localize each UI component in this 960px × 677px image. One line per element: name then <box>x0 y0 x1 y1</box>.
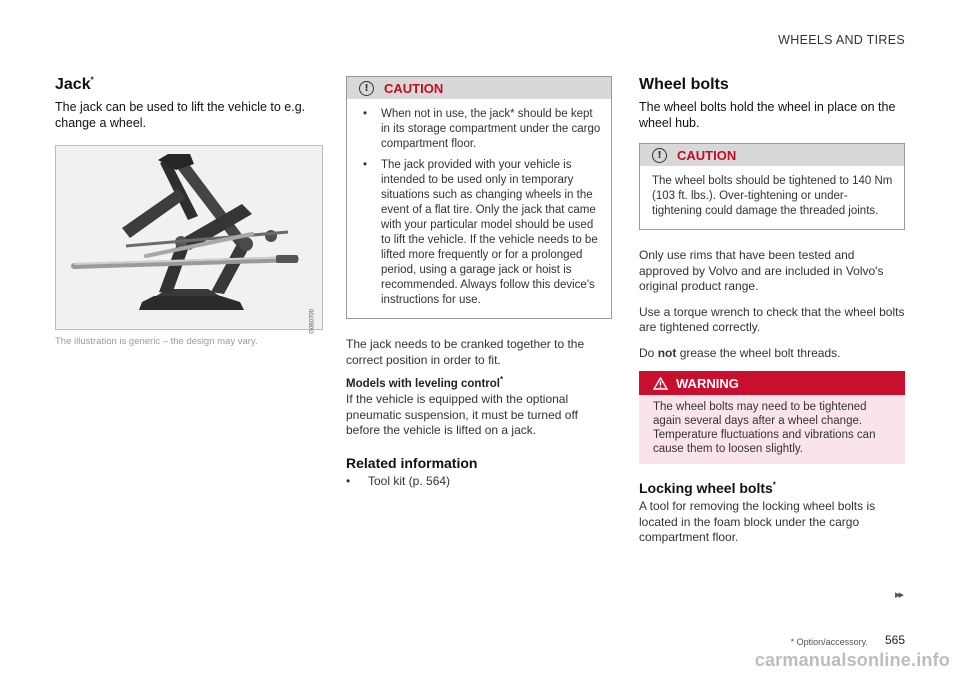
option-accessory-note: * Option/accessory. <box>790 637 868 647</box>
wheel-bolts-intro: The wheel bolts hold the wheel in place on the wheel hub. <box>639 100 896 130</box>
related-link-tool-kit[interactable]: • Tool kit (p. 564) <box>346 473 451 488</box>
wheel-bolts-column <box>639 76 905 556</box>
figure-caption: The illustration is generic – the design may vary. <box>55 336 258 347</box>
jack-heading: Jack* <box>55 75 94 93</box>
caution-exclamation-icon: ! <box>652 148 667 163</box>
leveling-text: If the vehicle is equipped with the optional pneumatic suspension, it must be turned off before the vehicle is lifted on a jack. <box>346 392 578 437</box>
locking-bolts-heading: Locking wheel bolts* <box>639 480 776 496</box>
locking-bolts-text: A tool for removing the locking wheel bolts is located in the foam block under the cargo compartment floor. <box>639 499 876 544</box>
jack-caution-box <box>346 76 612 319</box>
caution-item: • The jack provided with your vehicle is intended to be used only in temporary situations such as changing wheels in the event of a flat tire. Only the jack that came with your particular model should be used to lift the vehicle. If the vehicle needs to be lifted more frequently or for a prolonged period, using a garage jack or hoist is recommended. Always follow this device's instructions for use. <box>363 159 598 306</box>
warning-triangle-icon <box>653 377 668 390</box>
bullet-icon: • <box>363 108 368 120</box>
wheel-bolts-heading: Wheel bolts <box>639 76 729 93</box>
caution-exclamation-icon: ! <box>359 81 374 96</box>
jack-illustration <box>55 145 323 334</box>
section-title: WHEELS AND TIRES <box>778 33 905 47</box>
caution-body <box>347 99 611 318</box>
warning-text: The wheel bolts may need to be tightened again several days after a wheel change. Temperature fluctuations and vibrations can cause them to loosen slightly. <box>639 395 905 464</box>
rims-text: Only use rims that have been tested and approved by Volvo and are included in Volvo's original product range. <box>639 248 884 293</box>
related-list <box>346 474 612 489</box>
warning-title: WARNING <box>676 375 739 391</box>
jack-crank-text: The jack needs to be cranked together to the correct position in order to fit. <box>346 337 585 367</box>
grease-text: Do not grease the wheel bolt threads. <box>639 345 841 360</box>
warning-box <box>639 371 905 464</box>
bolts-caution-text: The wheel bolts should be tightened to 140 Nm (103 ft. lbs.). Over-tightening or under-tightening could damage the threaded joints. <box>652 175 893 217</box>
bolts-caution-box <box>639 143 905 230</box>
caution-header <box>347 77 611 99</box>
figure-code: G060700 <box>310 309 316 334</box>
next-page-arrows-icon[interactable]: ▸▸ <box>894 589 902 601</box>
caution-item: • When not in use, the jack* should be kept in its storage compartment under the cargo compartment floor. <box>363 108 601 150</box>
caution-column <box>346 76 612 489</box>
related-heading: Related information <box>346 454 478 471</box>
jack-column <box>55 76 323 347</box>
jack-intro: The jack can be used to lift the vehicle to e.g. change a wheel. <box>55 100 306 130</box>
scissor-jack-image <box>56 146 322 329</box>
bullet-icon: • <box>363 159 368 171</box>
caution-body <box>640 166 904 229</box>
warning-header <box>639 371 905 395</box>
page-number: 565 <box>884 633 905 647</box>
caution-title: CAUTION <box>384 80 444 96</box>
torque-text: Use a torque wrench to check that the wheel bolts are tightened correctly. <box>639 304 905 334</box>
caution-header <box>640 144 904 166</box>
watermark: carmanualsonline.info <box>754 650 950 670</box>
bullet-icon: • <box>346 473 351 488</box>
caution-title: CAUTION <box>677 147 737 163</box>
leveling-heading: Models with leveling control* <box>346 375 504 390</box>
